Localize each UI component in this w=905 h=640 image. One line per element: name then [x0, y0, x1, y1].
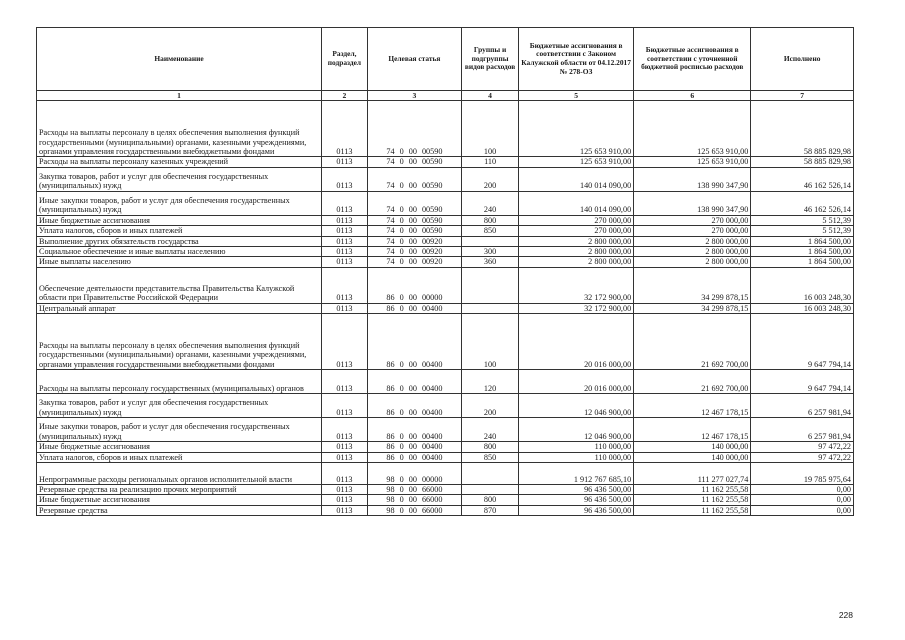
row-law: 96 436 500,00 — [519, 495, 634, 505]
row-law: 125 653 910,00 — [519, 157, 634, 167]
row-group: 240 — [462, 418, 519, 442]
row-refined: 21 692 700,00 — [634, 370, 751, 394]
row-target: 74 0 00 00920 — [367, 236, 461, 246]
row-executed: 97 472,22 — [751, 442, 854, 452]
row-group: 300 — [462, 247, 519, 257]
row-name: Непрограммные расходы региональных органов исполнительной власти — [37, 463, 322, 485]
row-group: 800 — [462, 215, 519, 225]
row-name: Закупка товаров, работ и услуг для обеспечения государственных (муниципальных) нужд — [37, 167, 322, 191]
row-executed: 1 864 500,00 — [751, 257, 854, 267]
row-group: 200 — [462, 394, 519, 418]
row-refined: 270 000,00 — [634, 226, 751, 236]
row-refined: 11 162 255,58 — [634, 495, 751, 505]
row-law: 270 000,00 — [519, 215, 634, 225]
budget-table — [36, 27, 854, 516]
row-target: 86 0 00 00400 — [367, 442, 461, 452]
row-law: 20 016 000,00 — [519, 370, 634, 394]
row-name: Выполнение других обязательств государства — [37, 236, 322, 246]
row-section: 0113 — [322, 370, 368, 394]
row-section: 0113 — [322, 495, 368, 505]
table-body — [37, 101, 854, 516]
row-name: Центральный аппарат — [37, 303, 322, 313]
row-group — [462, 236, 519, 246]
row-executed: 19 785 975,64 — [751, 463, 854, 485]
row-refined: 12 467 178,15 — [634, 418, 751, 442]
header-refined: Бюджетные ассигнования в соответствии с уточненной бюджетной росписью расходов — [634, 28, 751, 91]
row-section: 0113 — [322, 257, 368, 267]
column-number-row — [37, 91, 854, 101]
row-section: 0113 — [322, 452, 368, 462]
row-group: 850 — [462, 226, 519, 236]
row-group: 800 — [462, 442, 519, 452]
table-row — [37, 505, 854, 515]
table-row — [37, 157, 854, 167]
row-target: 86 0 00 00400 — [367, 394, 461, 418]
row-executed: 1 864 500,00 — [751, 247, 854, 257]
row-section: 0113 — [322, 394, 368, 418]
row-section: 0113 — [322, 236, 368, 246]
row-law: 2 800 000,00 — [519, 247, 634, 257]
row-group: 870 — [462, 505, 519, 515]
row-section: 0113 — [322, 418, 368, 442]
row-name: Расходы на выплаты персоналу в целях обеспечения выполнения функций государственными (муниципальными) органами, казенными учреждениями, органами управления государственными внебюджетными фондами — [37, 101, 322, 157]
row-refined: 125 653 910,00 — [634, 101, 751, 157]
row-refined: 140 000,00 — [634, 442, 751, 452]
row-section: 0113 — [322, 505, 368, 515]
row-refined: 21 692 700,00 — [634, 314, 751, 370]
row-executed: 0,00 — [751, 485, 854, 495]
row-name: Расходы на выплаты персоналу казенных учреждений — [37, 157, 322, 167]
row-target: 74 0 00 00590 — [367, 167, 461, 191]
row-section: 0113 — [322, 442, 368, 452]
row-group — [462, 303, 519, 313]
row-law: 32 172 900,00 — [519, 267, 634, 303]
row-law: 12 046 900,00 — [519, 418, 634, 442]
row-name: Уплата налогов, сборов и иных платежей — [37, 452, 322, 462]
row-refined: 34 299 878,15 — [634, 267, 751, 303]
row-group: 110 — [462, 157, 519, 167]
header-executed: Исполнено — [751, 28, 854, 91]
page-number: 228 — [838, 610, 853, 620]
row-section: 0113 — [322, 191, 368, 215]
row-target: 74 0 00 00590 — [367, 191, 461, 215]
row-refined: 12 467 178,15 — [634, 394, 751, 418]
row-name: Расходы на выплаты персоналу государственных (муниципальных) органов — [37, 370, 322, 394]
row-executed: 9 647 794,14 — [751, 314, 854, 370]
header-groups: Группы и подгруппы видов расходов — [462, 28, 519, 91]
row-refined: 34 299 878,15 — [634, 303, 751, 313]
row-target: 74 0 00 00590 — [367, 226, 461, 236]
row-target: 86 0 00 00400 — [367, 370, 461, 394]
row-section: 0113 — [322, 314, 368, 370]
row-section: 0113 — [322, 215, 368, 225]
row-name: Иные закупки товаров, работ и услуг для обеспечения государственных (муниципальных) нужд — [37, 418, 322, 442]
header-name: Наименование — [37, 28, 322, 91]
row-law: 20 016 000,00 — [519, 314, 634, 370]
row-law: 96 436 500,00 — [519, 485, 634, 495]
row-name: Обеспечение деятельности представительства Правительства Калужской области при Правительстве Российской Федерации — [37, 267, 322, 303]
row-name: Резервные средства на реализацию прочих мероприятий — [37, 485, 322, 495]
row-law: 1 912 767 685,10 — [519, 463, 634, 485]
column-number: 7 — [751, 91, 854, 101]
column-number: 3 — [367, 91, 461, 101]
row-target: 86 0 00 00400 — [367, 452, 461, 462]
table-row — [37, 191, 854, 215]
row-group: 850 — [462, 452, 519, 462]
row-name: Иные закупки товаров, работ и услуг для обеспечения государственных (муниципальных) нужд — [37, 191, 322, 215]
row-refined: 138 990 347,90 — [634, 191, 751, 215]
row-executed: 6 257 981,94 — [751, 394, 854, 418]
row-executed: 16 003 248,30 — [751, 267, 854, 303]
table-row — [37, 303, 854, 313]
row-executed: 46 162 526,14 — [751, 167, 854, 191]
row-name: Социальное обеспечение и иные выплаты населению — [37, 247, 322, 257]
row-section: 0113 — [322, 485, 368, 495]
row-name: Расходы на выплаты персоналу в целях обеспечения выполнения функций государственными (муниципальными) органами, казенными учреждениями, органами управления государственными внебюджетными фондами — [37, 314, 322, 370]
row-refined: 2 800 000,00 — [634, 247, 751, 257]
row-name: Уплата налогов, сборов и иных платежей — [37, 226, 322, 236]
row-section: 0113 — [322, 226, 368, 236]
table-row — [37, 226, 854, 236]
row-group: 200 — [462, 167, 519, 191]
row-section: 0113 — [322, 247, 368, 257]
row-group — [462, 463, 519, 485]
row-section: 0113 — [322, 267, 368, 303]
table-row — [37, 267, 854, 303]
table-row — [37, 257, 854, 267]
row-target: 86 0 00 00400 — [367, 418, 461, 442]
row-executed: 46 162 526,14 — [751, 191, 854, 215]
row-target: 98 0 00 66000 — [367, 495, 461, 505]
row-group — [462, 267, 519, 303]
row-refined: 2 800 000,00 — [634, 257, 751, 267]
row-law: 110 000,00 — [519, 442, 634, 452]
row-law: 140 014 090,00 — [519, 167, 634, 191]
table-row — [37, 215, 854, 225]
table-row — [37, 370, 854, 394]
row-law: 140 014 090,00 — [519, 191, 634, 215]
row-group: 240 — [462, 191, 519, 215]
column-number: 2 — [322, 91, 368, 101]
row-target: 74 0 00 00590 — [367, 215, 461, 225]
row-group: 800 — [462, 495, 519, 505]
row-group: 100 — [462, 314, 519, 370]
row-executed: 6 257 981,94 — [751, 418, 854, 442]
row-group — [462, 485, 519, 495]
row-law: 2 800 000,00 — [519, 236, 634, 246]
row-law: 125 653 910,00 — [519, 101, 634, 157]
row-target: 74 0 00 00590 — [367, 101, 461, 157]
row-name: Иные бюджетные ассигнования — [37, 442, 322, 452]
row-executed: 97 472,22 — [751, 452, 854, 462]
row-name: Иные выплаты населению — [37, 257, 322, 267]
row-name: Закупка товаров, работ и услуг для обеспечения государственных (муниципальных) нужд — [37, 394, 322, 418]
table-row — [37, 394, 854, 418]
row-law: 270 000,00 — [519, 226, 634, 236]
table-row — [37, 167, 854, 191]
row-section: 0113 — [322, 101, 368, 157]
row-law: 32 172 900,00 — [519, 303, 634, 313]
table-row — [37, 247, 854, 257]
row-law: 96 436 500,00 — [519, 505, 634, 515]
row-executed: 9 647 794,14 — [751, 370, 854, 394]
row-section: 0113 — [322, 167, 368, 191]
header-row — [37, 28, 854, 91]
row-refined: 111 277 027,74 — [634, 463, 751, 485]
row-target: 74 0 00 00920 — [367, 247, 461, 257]
row-executed: 58 885 829,98 — [751, 101, 854, 157]
row-name: Резервные средства — [37, 505, 322, 515]
row-refined: 11 162 255,58 — [634, 485, 751, 495]
table-row — [37, 495, 854, 505]
table-row — [37, 314, 854, 370]
row-target: 86 0 00 00400 — [367, 303, 461, 313]
row-group: 360 — [462, 257, 519, 267]
row-section: 0113 — [322, 157, 368, 167]
row-target: 86 0 00 00000 — [367, 267, 461, 303]
row-executed: 5 512,39 — [751, 215, 854, 225]
row-group: 120 — [462, 370, 519, 394]
row-target: 98 0 00 00000 — [367, 463, 461, 485]
row-executed: 5 512,39 — [751, 226, 854, 236]
column-number: 1 — [37, 91, 322, 101]
row-target: 74 0 00 00920 — [367, 257, 461, 267]
row-law: 2 800 000,00 — [519, 257, 634, 267]
table-row — [37, 452, 854, 462]
header-target: Целевая статья — [367, 28, 461, 91]
row-name: Иные бюджетные ассигнования — [37, 495, 322, 505]
row-executed: 0,00 — [751, 505, 854, 515]
header-section: Раздел, подраздел — [322, 28, 368, 91]
table-row — [37, 418, 854, 442]
table-row — [37, 101, 854, 157]
row-refined: 2 800 000,00 — [634, 236, 751, 246]
row-refined: 140 000,00 — [634, 452, 751, 462]
column-number: 6 — [634, 91, 751, 101]
row-target: 74 0 00 00590 — [367, 157, 461, 167]
column-number: 5 — [519, 91, 634, 101]
row-executed: 0,00 — [751, 495, 854, 505]
table-row — [37, 485, 854, 495]
row-group: 100 — [462, 101, 519, 157]
row-refined: 270 000,00 — [634, 215, 751, 225]
row-executed: 58 885 829,98 — [751, 157, 854, 167]
row-target: 98 0 00 66000 — [367, 505, 461, 515]
row-name: Иные бюджетные ассигнования — [37, 215, 322, 225]
table-row — [37, 463, 854, 485]
row-refined: 125 653 910,00 — [634, 157, 751, 167]
row-executed: 1 864 500,00 — [751, 236, 854, 246]
table-row — [37, 442, 854, 452]
header-law: Бюджетные ассигнования в соответствии с Законом Калужской области от 04.12.2017 № 278-ОЗ — [519, 28, 634, 91]
row-law: 12 046 900,00 — [519, 394, 634, 418]
row-section: 0113 — [322, 303, 368, 313]
row-target: 98 0 00 66000 — [367, 485, 461, 495]
row-refined: 11 162 255,58 — [634, 505, 751, 515]
row-executed: 16 003 248,30 — [751, 303, 854, 313]
table-row — [37, 236, 854, 246]
row-law: 110 000,00 — [519, 452, 634, 462]
row-section: 0113 — [322, 463, 368, 485]
row-refined: 138 990 347,90 — [634, 167, 751, 191]
column-number: 4 — [462, 91, 519, 101]
row-target: 86 0 00 00400 — [367, 314, 461, 370]
